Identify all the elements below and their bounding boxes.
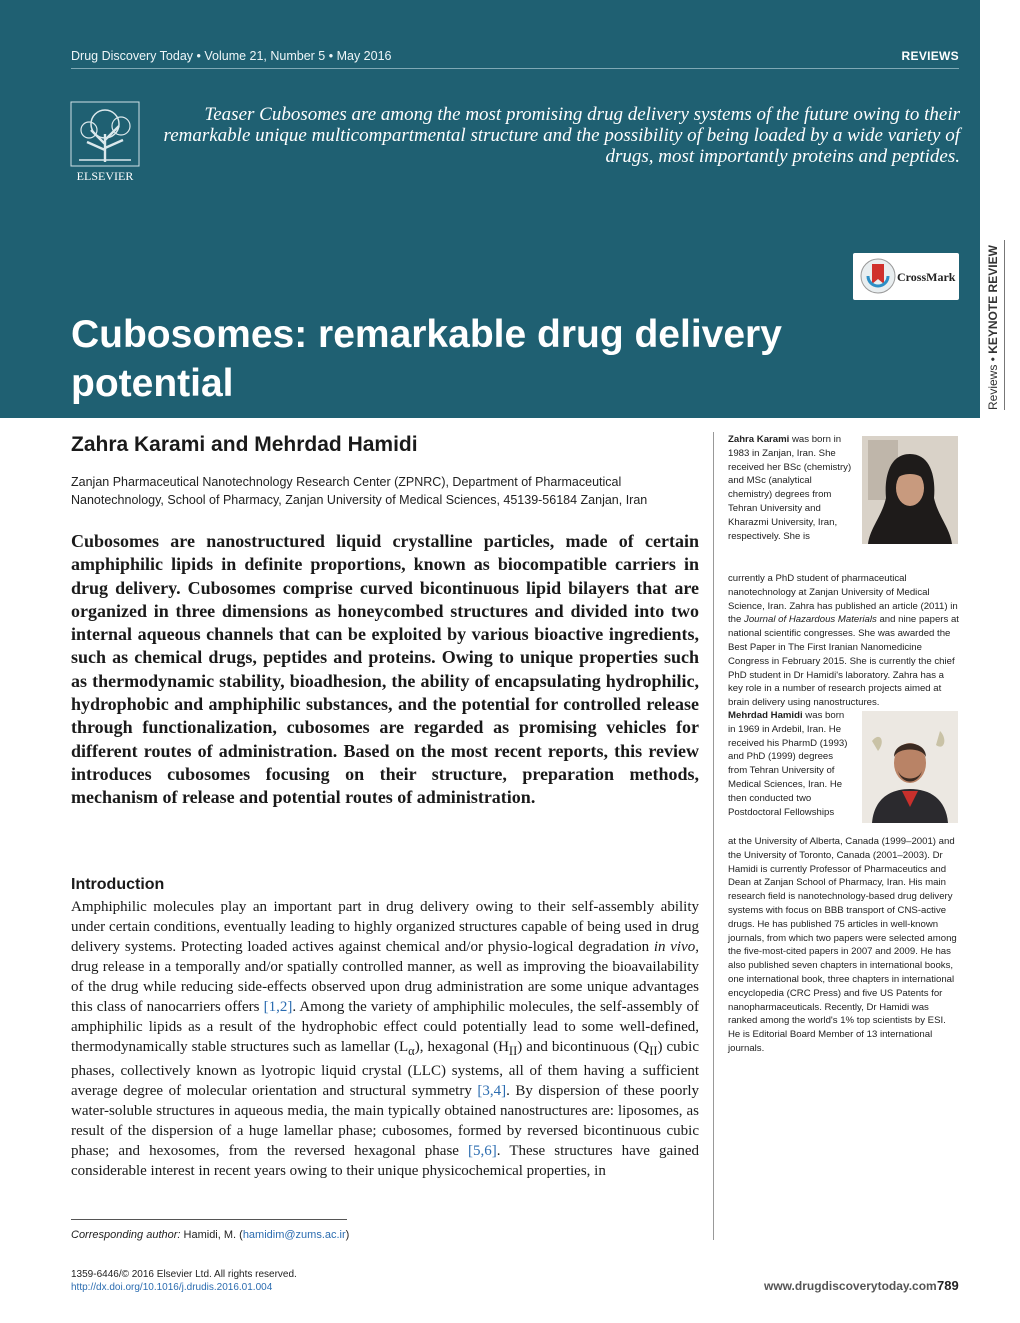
author-list: Zahra Karami and Mehrdad Hamidi	[71, 433, 418, 456]
citation-link[interactable]: [1,2]	[263, 999, 293, 1015]
teaser-text: Teaser Cubosomes are among the most promising drug delivery systems of the future owing to their remarkable unique multicompartmental structure and the possibility of being loaded by a wide variety of drugs, most importantly proteins and peptides.	[163, 104, 960, 167]
doi-link[interactable]: http://dx.doi.org/10.1016/j.drudis.2016.01.004	[71, 1282, 273, 1293]
crossmark-icon	[858, 256, 898, 296]
header-rule	[71, 68, 959, 69]
elsevier-tree-icon	[67, 100, 143, 184]
crossmark-label: CrossMark	[897, 270, 956, 284]
author-photo-karami	[862, 436, 958, 544]
side-tab-rule	[1004, 240, 1005, 410]
column-divider	[713, 432, 714, 1240]
publisher-name: ELSEVIER	[76, 169, 134, 183]
bio-name: Zahra Karami	[728, 434, 790, 445]
running-head: Drug Discovery Today • Volume 21, Number 5 • May 2016	[71, 49, 392, 63]
copyright-line: 1359-6446/© 2016 Elsevier Ltd. All rights reserved.	[71, 1269, 297, 1280]
introduction-paragraph: Amphiphilic molecules play an important part in drug delivery owing to their self-assembly ability under certain conditions, eventually leading to highly organized structures capable of being used in drug delivery systems. Protecting loaded actives against chemical and/or physio-logical degradation in vivo, drug release in a temporally and/or spatially controlled manner, as well as improving the bioavailability of the drug while reducing side-effects observed upon drug administration are some unique advantages this class of nanocarriers offers [1,2]. Among the variety of amphiphilic molecules, the self-assembly of amphiphilic lipids as a result of the hydrophobic effect could potentially lead to some well-defined, thermodynamically stable structures such as lamellar $(L_\alpha)$, hexagonal $(H_{II})$ and bicontinuous $(Q_{II})$ cubic phases, collectively known as lyotropic liquid crystal (LLC) systems, all of them having a sufficient average degree of molecular orientation and structural symmetry [3,4]. By dispersion of these poorly water-soluble structures in aqueous media, the main typically obtained nanostructures are: liposomes, as result of the dispersion of a huge lamellar phase; cubosomes, formed by reversed bicontinuous cubic phase; and hexosomes, from the reversed hexagonal phase [5,6]. These structures have gained considerable interest in recent years owing to their unique physicochemical properties, in	[71, 899, 700, 1179]
elsevier-logo	[67, 100, 143, 184]
side-tab-section: KEYNOTE REVIEW	[986, 245, 1000, 354]
abstract: Cubosomes are nanostructured liquid crystalline particles, made of certain amphiphilic lipids in definite proportions, known as biocompatible carriers in drug delivery. Cubosomes comprise curved bicontinuous lipid bilayers that are organized in three dimensions as honeycombed structures and divided into two internal aqueous channels that can be exploited by various bioactive ingredients, such as chemical drugs, peptides and proteins. Owing to unique properties such as thermodynamic stability, bioadhesion, the ability of encapsulating hydrophilic, hydrophobic and amphiphilic substances, and the potential for controlled release through functionalization, cubosomes are regarded as promising vehicles for different routes of administration. Based on the most recent reports, this review introduces cubosomes focusing on their structure, preparation methods, mechanism of release and potential routes of administration.	[71, 531, 699, 808]
section-heading-introduction: Introduction	[71, 876, 165, 893]
side-tab-label	[986, 245, 1000, 410]
portrait-hamidi-icon	[862, 711, 958, 823]
corresponding-author: Corresponding author: Hamidi, M. (hamidim@zums.ac.ir)	[71, 1229, 350, 1241]
article-title: Cubosomes: remarkable drug delivery potential	[71, 313, 782, 405]
citation-link[interactable]: [5,6]	[468, 1143, 497, 1159]
section-label: REVIEWS	[901, 49, 959, 63]
page-number: 789	[937, 1278, 959, 1293]
bio-hamidi-intro: Mehrdad Hamidi was born in 1969 in Ardebil, Iran. He received his PharmD (1993) and PhD (1999) degrees from Tehran University of Medical Sciences, Iran. He then conducted two Postdoctoral Fellowships	[728, 710, 848, 818]
bio-karami-text: currently a PhD student of pharmaceutical nanotechnology at Zanjan University of Medical Science, Iran. Zahra has published an article (2011) in the Journal of Hazardous Materials and nine papers at national scientific congresses. She was awarded the Best Paper in The First Iranian Nanomedicine Congress in February 2015. She is currently the chief PhD student in Dr Hamidi's laboratory. Zahra has a key role in a number of research projects aimed at brain delivery using nanostructures.	[728, 573, 959, 709]
bio-name: Mehrdad Hamidi	[728, 710, 803, 721]
corresponding-email-link[interactable]: hamidim@zums.ac.ir	[242, 1229, 346, 1241]
citation-link[interactable]: [3,4]	[477, 1083, 507, 1099]
portrait-karami-icon	[862, 436, 958, 544]
journal-site-link[interactable]: www.drugdiscoverytoday.com	[764, 1279, 937, 1293]
side-tab-prefix: Reviews •	[986, 353, 1000, 410]
affiliation: Zanjan Pharmaceutical Nanotechnology Research Center (ZPNRC), Department of Pharmaceutical Nanotechnology, School of Pharmacy, Zanjan University of Medical Sciences, 45139-56184 Zanjan, Iran	[71, 475, 648, 507]
footnote-rule	[71, 1219, 347, 1220]
bio-hamidi-text: at the University of Alberta, Canada (1999–2001) and the University of Toronto, Canada (2001–2003). Dr Hamidi is currently Professor of Pharmaceutics and Dean at Zanjan School of Pharmacy, Iran. His main research field is nanotechnology-based drug delivery systems with focus on BBB transport of CNS-active drugs. He has published 75 articles in well-known journals, from which two papers were selected among the five-most-cited papers in 2007 and 2009. He has also published seven chapters in international books, one international book, three chapters in international encyclopedia (CRC Press) and five US Patents for nanopharmaceuticals. Recently, Dr Hamidi was ranked among the world's 1% top scientists by ESI. He is Editorial Board Member of 13 international journals.	[728, 836, 957, 1054]
author-photo-hamidi	[862, 711, 958, 823]
bio-karami-intro: Zahra Karami was born in 1983 in Zanjan, Iran. She received her BSc (chemistry) and MSc (analytical chemistry) degrees from Tehran University and Kharazmi University, Iran, respectively. She is	[728, 434, 852, 542]
